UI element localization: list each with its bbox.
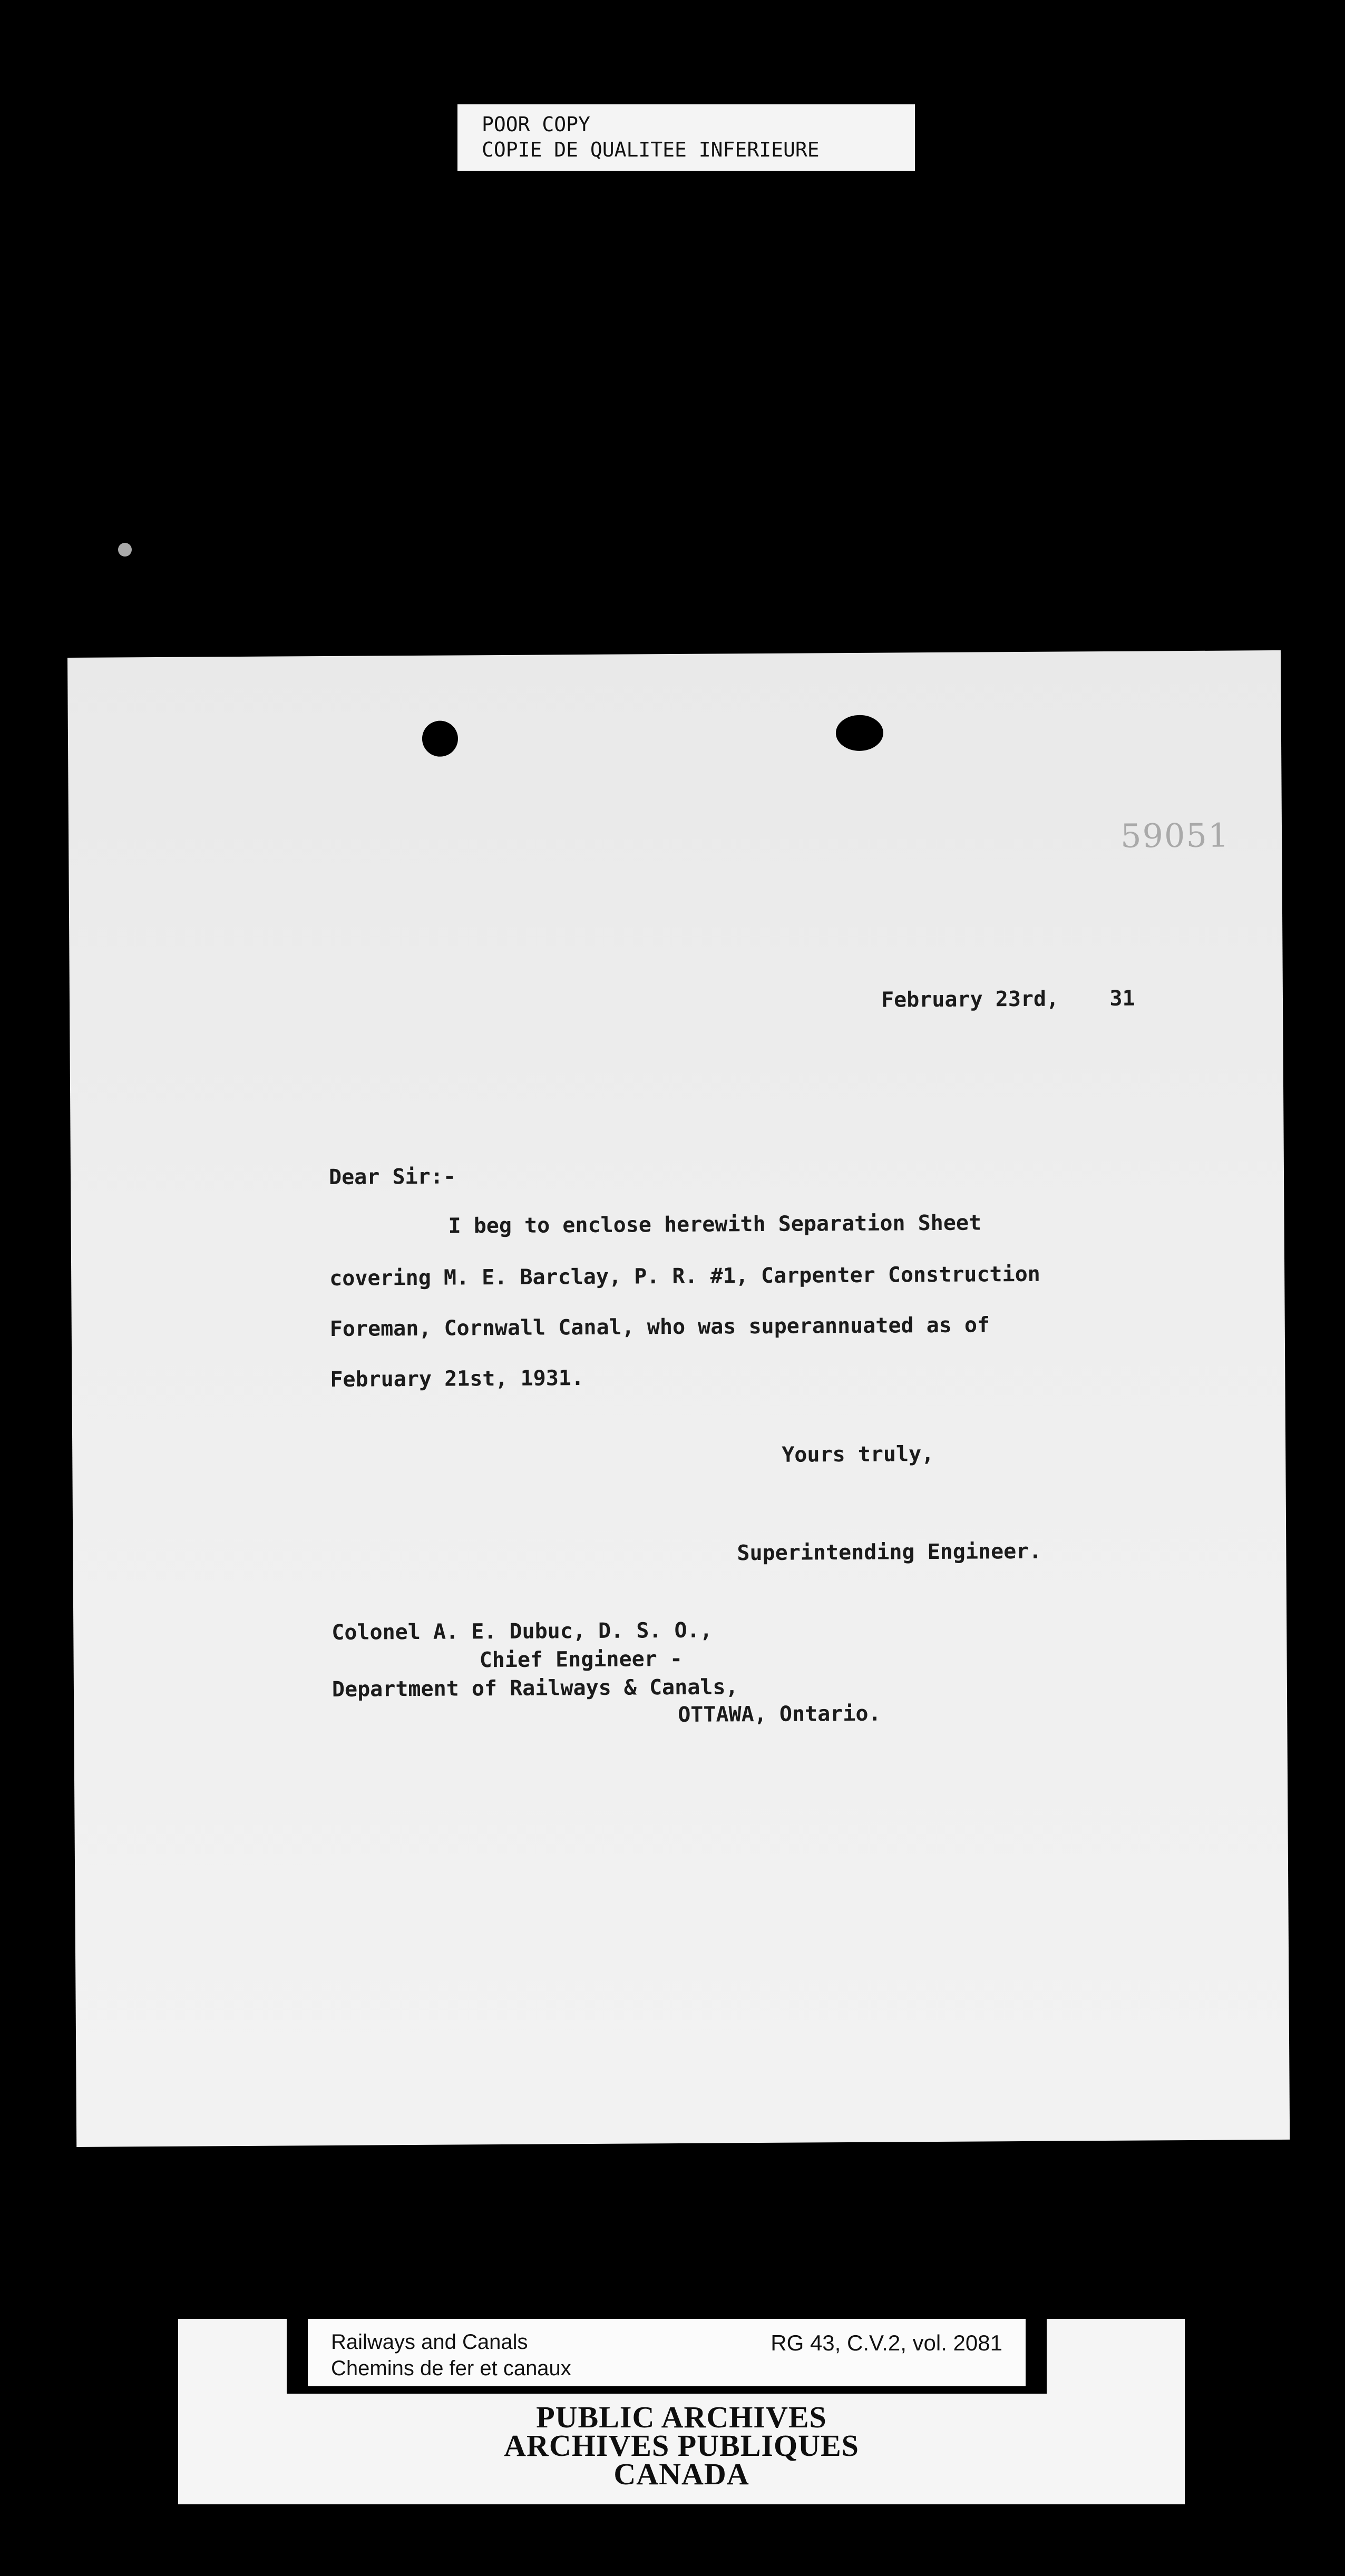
- letter-date: February 23rd, 31: [881, 986, 1135, 1012]
- poor-copy-label-en: POOR COPY: [482, 113, 590, 136]
- signature-title: Superintending Engineer.: [737, 1539, 1042, 1566]
- recipient-address-line: Department of Railways & Canals,: [332, 1675, 738, 1702]
- archives-label-fr: ARCHIVES PUBLIQUES: [504, 2428, 859, 2463]
- archives-country: CANADA: [613, 2457, 749, 2491]
- archive-reference-number: RG 43, C.V.2, vol. 2081: [771, 2330, 1002, 2355]
- letter-body-line: I beg to enclose herewith Separation Sheet: [448, 1211, 982, 1238]
- department-name-en: Railways and Canals: [331, 2330, 528, 2354]
- letter-body-line: covering M. E. Barclay, P. R. #1, Carpenter Construction: [329, 1262, 1040, 1291]
- recipient-address-line: OTTAWA, Ontario.: [678, 1701, 881, 1727]
- letter-closing: Yours truly,: [782, 1441, 934, 1467]
- file-stamp-number: 59051: [1120, 816, 1230, 855]
- poor-copy-banner: [457, 104, 915, 171]
- letter-body-line: February 21st, 1931.: [330, 1366, 584, 1392]
- letter-page: [67, 650, 1290, 2147]
- archive-footer: [178, 2319, 1185, 2504]
- scan-speck: [118, 543, 132, 557]
- archive-reference-box: [287, 2319, 1047, 2394]
- recipient-address-line: Chief Engineer -: [479, 1646, 683, 1673]
- department-name-fr: Chemins de fer et canaux: [331, 2357, 571, 2380]
- recipient-address-line: Colonel A. E. Dubuc, D. S. O.,: [332, 1618, 713, 1645]
- punch-hole-left: [422, 720, 458, 756]
- letter-body-line: Foreman, Cornwall Canal, who was superannuated as of: [329, 1313, 990, 1341]
- archives-label-en: PUBLIC ARCHIVES: [536, 2400, 827, 2434]
- poor-copy-label-fr: COPIE DE QUALITEE INFERIEURE: [482, 138, 820, 161]
- letter-salutation: Dear Sir:-: [328, 1164, 456, 1189]
- punch-hole-right: [836, 715, 883, 752]
